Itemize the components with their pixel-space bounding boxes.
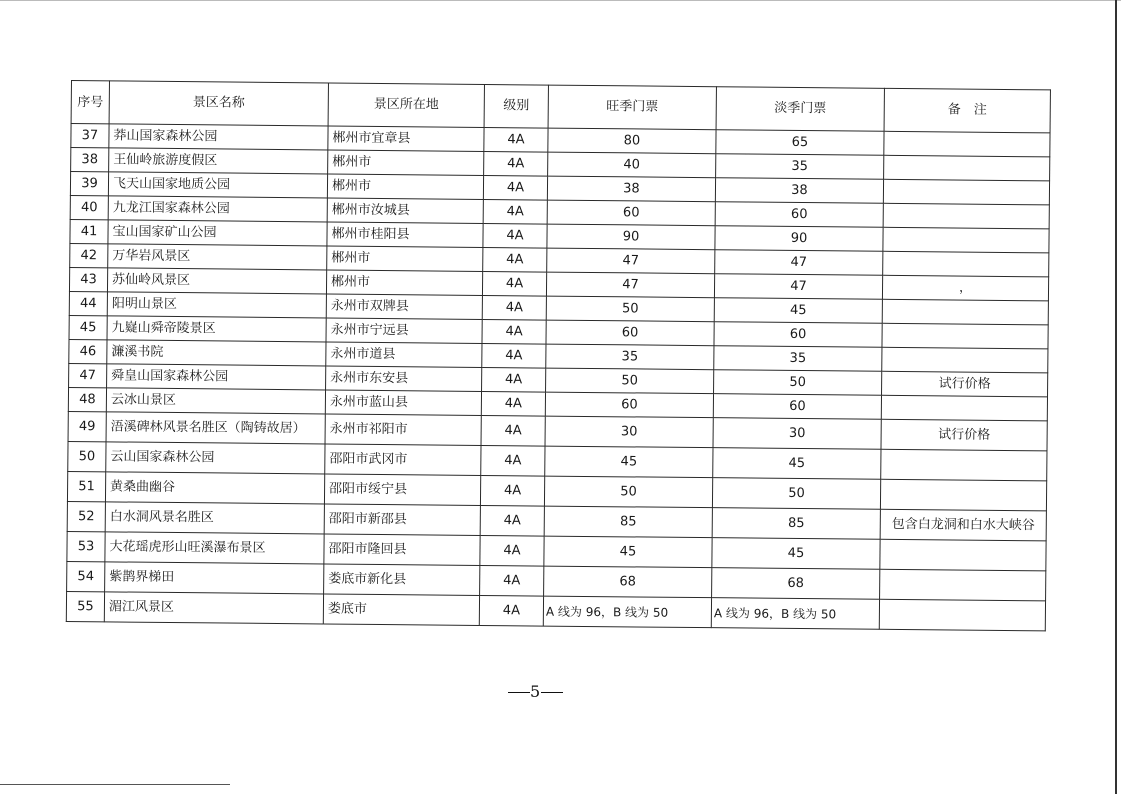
cell-level: 4A (483, 223, 547, 248)
cell-note (884, 131, 1050, 157)
cell-level: 4A (480, 505, 544, 536)
header-off-ticket: 淡季门票 (716, 87, 884, 132)
cell-name: 王仙岭旅游度假区 (109, 148, 328, 174)
cell-level: 4A (480, 535, 544, 566)
cell-off-ticket: 90 (715, 226, 883, 252)
header-seq-text: 序号 (77, 94, 104, 110)
cell-off-ticket: 60 (715, 202, 883, 228)
cell-level: 4A (482, 343, 546, 368)
header-level: 级别 (484, 84, 548, 128)
cell-note (879, 599, 1045, 631)
cell-off-ticket: 47 (715, 250, 883, 276)
cell-off-ticket: A 线为 96，B 线为 50 (711, 598, 879, 630)
cell-location: 郴州市桂阳县 (327, 222, 483, 247)
cell-note (882, 347, 1048, 373)
header-seq (71, 81, 109, 124)
scan-edge-bottom (0, 784, 230, 785)
page-number (508, 682, 563, 701)
cell-name: 飞天山国家地质公园 (108, 172, 327, 198)
cell-note (880, 569, 1046, 601)
cell-peak-ticket: 90 (547, 224, 715, 250)
cell-level: 4A (481, 445, 545, 476)
cell-name: 濂溪书院 (107, 340, 326, 366)
cell-off-ticket: 45 (713, 448, 881, 480)
cell-note (883, 203, 1049, 229)
cell-note (882, 299, 1048, 325)
cell-off-ticket: 85 (712, 508, 880, 540)
cell-level: 4A (479, 595, 543, 626)
footer-dash-right (541, 692, 563, 693)
cell-level: 4A (481, 415, 545, 446)
scan-edge-right (1115, 0, 1117, 794)
cell-seq: 38 (71, 148, 109, 172)
cell-location: 郴州市汝城县 (327, 198, 483, 223)
cell-peak-ticket: 68 (544, 566, 712, 598)
cell-seq: 41 (70, 219, 108, 243)
cell-seq: 50 (68, 441, 106, 471)
cell-name: 大花瑶虎形山旺溪瀑布景区 (105, 532, 324, 564)
cell-name: 宝山国家矿山公园 (108, 220, 327, 246)
cell-peak-ticket: 38 (547, 176, 715, 202)
cell-location: 娄底市 (323, 594, 479, 625)
page-number-text: 5 (530, 682, 542, 701)
cell-seq: 54 (67, 561, 105, 591)
cell-location: 永州市道县 (326, 342, 482, 367)
cell-peak-ticket: 45 (545, 446, 713, 478)
cell-off-ticket: 50 (712, 478, 880, 510)
cell-location: 娄底市新化县 (324, 564, 480, 595)
cell-name: 黄桑曲幽谷 (105, 472, 324, 504)
cell-peak-ticket: 50 (544, 476, 712, 508)
cell-off-ticket: 30 (713, 418, 881, 450)
cell-seq: 37 (71, 124, 109, 148)
cell-note: 包含白龙洞和白水大峡谷 (880, 509, 1046, 541)
cell-name: 云山国家森林公园 (106, 442, 325, 474)
scenic-ticket-table (66, 80, 1051, 631)
cell-name: 舜皇山国家森林公园 (107, 364, 326, 390)
cell-note: 试行价格 (881, 419, 1047, 451)
cell-location: 邵阳市隆回县 (324, 534, 480, 565)
cell-off-ticket: 65 (716, 130, 884, 156)
cell-peak-ticket: 50 (546, 296, 714, 322)
cell-note: ， (882, 275, 1048, 301)
cell-note (881, 449, 1047, 481)
cell-note (881, 395, 1047, 421)
cell-location: 郴州市 (327, 246, 483, 271)
cell-location: 邵阳市武冈市 (325, 444, 481, 475)
cell-location: 郴州市 (327, 174, 483, 199)
cell-off-ticket: 35 (716, 154, 884, 180)
cell-name: 九嶷山舜帝陵景区 (107, 316, 326, 342)
cell-peak-ticket: 60 (546, 320, 714, 346)
cell-note (883, 251, 1049, 277)
cell-peak-ticket: 47 (546, 272, 714, 298)
cell-peak-ticket: 30 (545, 416, 713, 448)
cell-seq: 49 (68, 411, 106, 441)
cell-note (884, 155, 1050, 181)
cell-level: 4A (482, 295, 546, 320)
cell-seq: 44 (69, 291, 107, 315)
cell-off-ticket: 50 (714, 370, 882, 396)
cell-location: 永州市蓝山县 (325, 390, 481, 415)
cell-note: 试行价格 (882, 371, 1048, 397)
cell-location: 郴州市 (326, 270, 482, 295)
cell-name: 九龙江国家森林公园 (108, 196, 327, 222)
cell-peak-ticket: A 线为 96，B 线为 50 (543, 596, 711, 628)
header-name: 景区名称 (109, 81, 328, 126)
cell-location: 郴州市 (328, 150, 484, 175)
cell-note (880, 539, 1046, 571)
cell-peak-ticket: 50 (546, 368, 714, 394)
cell-location: 永州市祁阳市 (325, 414, 481, 445)
cell-note (882, 323, 1048, 349)
cell-level: 4A (480, 475, 544, 506)
cell-name: 云冰山景区 (106, 388, 325, 414)
cell-off-ticket: 35 (714, 346, 882, 372)
cell-seq: 51 (67, 471, 105, 501)
cell-note (880, 479, 1046, 511)
scan-edge-top (0, 0, 1121, 1)
cell-name: 浯溪碑林风景名胜区（陶铸故居） (106, 412, 325, 444)
cell-location: 郴州市宜章县 (328, 126, 484, 151)
cell-level: 4A (480, 565, 544, 596)
footer-dash-left (508, 692, 530, 693)
cell-name: 莽山国家森林公园 (109, 124, 328, 150)
cell-level: 4A (483, 247, 547, 272)
cell-name: 白水洞风景名胜区 (105, 502, 324, 534)
cell-peak-ticket: 35 (546, 344, 714, 370)
cell-seq: 39 (70, 172, 108, 196)
cell-seq: 55 (66, 591, 104, 621)
cell-note (883, 227, 1049, 253)
cell-level: 4A (483, 199, 547, 224)
cell-peak-ticket: 60 (547, 200, 715, 226)
header-note: 备 注 (884, 88, 1050, 133)
cell-location: 永州市双牌县 (326, 294, 482, 319)
cell-seq: 46 (69, 339, 107, 363)
cell-location: 永州市东安县 (326, 366, 482, 391)
header-peak-ticket: 旺季门票 (548, 85, 716, 130)
cell-location: 永州市宁远县 (326, 318, 482, 343)
cell-level: 4A (483, 175, 547, 200)
cell-note (883, 179, 1049, 205)
cell-name: 阳明山景区 (107, 292, 326, 318)
cell-seq: 52 (67, 501, 105, 531)
cell-level: 4A (482, 271, 546, 296)
cell-name: 万华岩风景区 (108, 244, 327, 270)
cell-peak-ticket: 85 (544, 506, 712, 538)
cell-name: 紫鹊界梯田 (105, 562, 324, 594)
cell-location: 邵阳市新邵县 (324, 504, 480, 535)
cell-off-ticket: 47 (714, 274, 882, 300)
cell-seq: 53 (67, 531, 105, 561)
cell-peak-ticket: 47 (547, 248, 715, 274)
cell-level: 4A (484, 127, 548, 152)
cell-peak-ticket: 60 (545, 392, 713, 418)
cell-location: 邵阳市绥宁县 (324, 474, 480, 505)
cell-seq: 48 (68, 387, 106, 411)
header-location: 景区所在地 (328, 83, 484, 127)
cell-off-ticket: 68 (712, 568, 880, 600)
cell-off-ticket: 45 (712, 538, 880, 570)
cell-level: 4A (482, 319, 546, 344)
cell-level: 4A (482, 367, 546, 392)
cell-peak-ticket: 40 (548, 152, 716, 178)
cell-off-ticket: 60 (713, 394, 881, 420)
cell-name: 湄江风景区 (104, 592, 323, 624)
cell-seq: 43 (69, 267, 107, 291)
cell-seq: 45 (69, 315, 107, 339)
cell-off-ticket: 60 (714, 322, 882, 348)
cell-level: 4A (481, 391, 545, 416)
cell-seq: 42 (70, 243, 108, 267)
cell-peak-ticket: 80 (548, 128, 716, 154)
cell-peak-ticket: 45 (544, 536, 712, 568)
cell-name: 苏仙岭风景区 (107, 268, 326, 294)
cell-level: 4A (484, 151, 548, 176)
cell-seq: 47 (69, 363, 107, 387)
cell-off-ticket: 45 (714, 298, 882, 324)
cell-seq: 40 (70, 195, 108, 219)
cell-off-ticket: 38 (715, 178, 883, 204)
